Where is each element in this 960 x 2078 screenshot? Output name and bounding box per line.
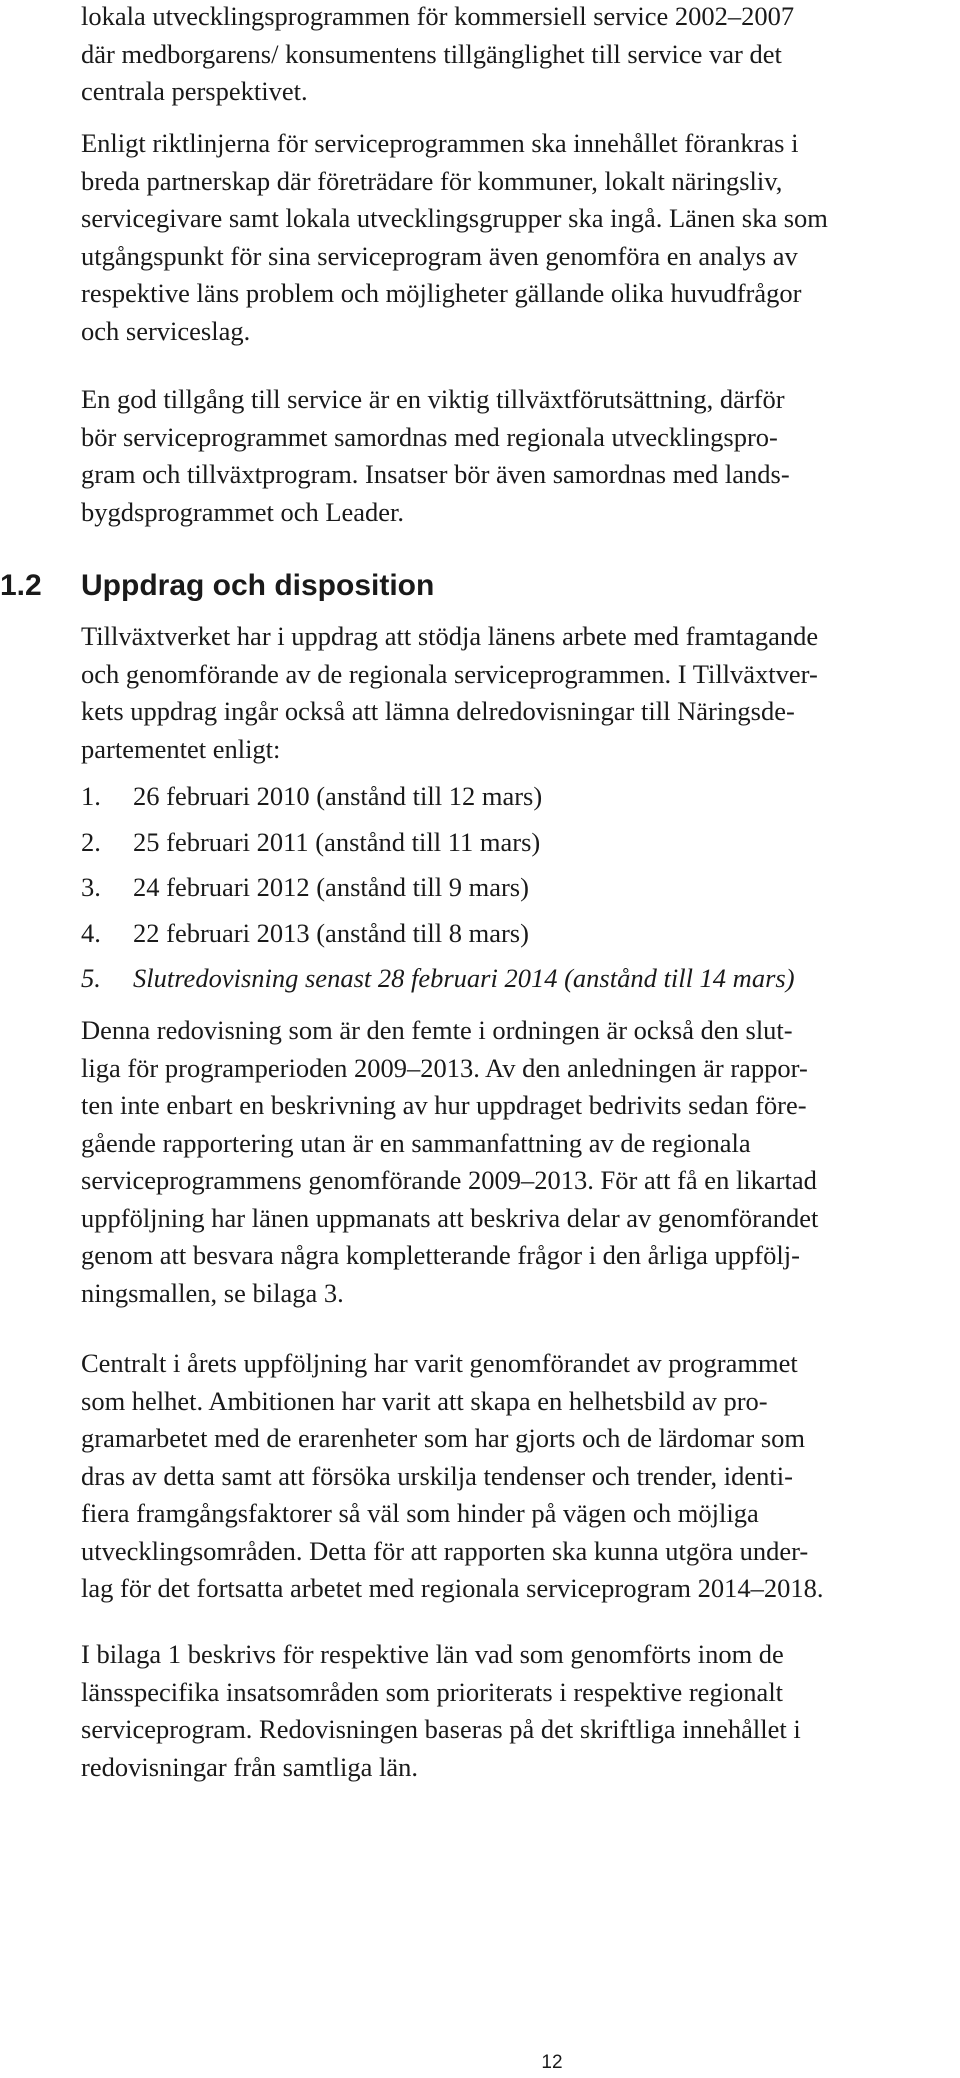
text-line: liga för programperioden 2009–2013. Av den anledningen är rappor- <box>81 1052 808 1083</box>
text-line: ten inte enbart en beskrivning av hur uppdraget bedrivits sedan före- <box>81 1090 807 1120</box>
list-text: 24 februari 2012 (anstånd till 9 mars) <box>133 872 529 902</box>
assignment-paragraph <box>81 618 960 768</box>
guidelines-paragraph <box>81 125 960 350</box>
fifth-report-paragraph <box>81 1012 960 1312</box>
text-line: utgångspunkt för sina serviceprogram även genomföra en analys av <box>81 240 798 271</box>
intro-paragraph <box>81 0 960 111</box>
text-line: där medborgarens/ konsumentens tillgänglighet till service var det <box>81 38 782 69</box>
text-line: serviceprogram. Redovisningen baseras på det skriftliga innehållet i <box>81 1714 801 1744</box>
page-number: 12 <box>541 2052 563 2073</box>
list-number: 3. <box>81 872 101 902</box>
text-line: dras av detta samt att försöka urskilja tendenser och trender, identi- <box>81 1460 793 1491</box>
text-line: En god tillgång till service är en viktig tillväxtförutsättning, därför <box>81 384 785 414</box>
list-number: 4. <box>81 917 101 948</box>
list-item <box>81 824 960 870</box>
text-line: bygdsprogrammet och Leader. <box>81 496 405 527</box>
text-line: breda partnerskap där företrädare för kommuner, lokalt näringsliv, <box>81 165 783 196</box>
text-line: gående rapportering utan är en sammanfattning av de regionala <box>81 1127 751 1158</box>
text-line: gram och tillväxtprogram. Insatser bör även samordnas med lands- <box>81 459 790 489</box>
text-line: och serviceslag. <box>81 315 251 346</box>
text-line: som helhet. Ambitionen har varit att skapa en helhetsbild av pro- <box>81 1385 768 1416</box>
text-line: kets uppdrag ingår också att lämna delredovisningar till Näringsde- <box>81 696 795 726</box>
section-number: 1.2 <box>0 569 42 602</box>
report-dates-list <box>81 778 960 1006</box>
central-focus-paragraph <box>81 1345 960 1608</box>
appendix-paragraph <box>81 1636 960 1786</box>
text-line: lokala utvecklingsprogrammen för kommersiell service 2002–2007 <box>81 1 795 31</box>
text-line: partementet enligt: <box>81 733 281 764</box>
text-line: uppföljning har länen uppmanats att beskriva delar av genomförandet <box>81 1202 819 1233</box>
text-line: centrala perspektivet. <box>81 76 308 106</box>
text-line: fiera framgångsfaktorer så väl som hinder på vägen och möjliga <box>81 1498 759 1528</box>
text-line: Tillväxtverket har i uppdrag att stödja länens arbete med framtagande <box>81 621 819 651</box>
text-line: Enligt riktlinjerna för serviceprogrammen ska innehållet förankras i <box>81 128 799 158</box>
text-line: serviceprogrammens genomförande 2009–2013. För att få en likartad <box>81 1165 817 1195</box>
list-number: 5. <box>81 963 101 993</box>
text-line: utvecklingsområden. Detta för att rapporten ska kunna utgöra under- <box>81 1535 809 1566</box>
list-text: Slutredovisning senast 28 februari 2014 (anstånd till 14 mars) <box>133 963 795 993</box>
list-text: 26 februari 2010 (anstånd till 12 mars) <box>133 781 543 811</box>
service-access-paragraph <box>81 381 960 531</box>
text-line: respektive läns problem och möjligheter gällande olika huvudfrågor <box>81 278 802 308</box>
text-line: I bilaga 1 beskrivs för respektive län vad som genomförts inom de <box>81 1639 784 1669</box>
list-text: 25 februari 2011 (anstånd till 11 mars) <box>133 826 541 857</box>
list-item <box>81 778 960 824</box>
list-item <box>81 915 960 961</box>
section-heading <box>0 566 434 606</box>
text-line: ningsmallen, se bilaga 3. <box>81 1277 344 1308</box>
text-line: servicegivare samt lokala utvecklingsgrupper ska ingå. Länen ska som <box>81 203 828 233</box>
text-line: gramarbetet med de erarenheter som har gjorts och de lärdomar som <box>81 1423 806 1453</box>
text-line: lag för det fortsatta arbetet med regionala serviceprogram 2014–2018. <box>81 1573 824 1603</box>
list-item <box>81 869 960 915</box>
text-line: Centralt i årets uppföljning har varit genomförandet av programmet <box>81 1348 798 1378</box>
section-title: Uppdrag och disposition <box>81 569 435 602</box>
text-line: redovisningar från samtliga län. <box>81 1751 419 1782</box>
text-line: länsspecifika insatsområden som prioriterats i respektive regionalt <box>81 1676 784 1707</box>
text-line: genom att besvara några kompletterande frågor i den årliga uppfölj- <box>81 1240 800 1270</box>
text-line: bör serviceprogrammet samordnas med regionala utvecklingspro- <box>81 421 778 452</box>
list-number: 2. <box>81 826 101 857</box>
list-number: 1. <box>81 781 101 811</box>
text-line: och genomförande av de regionala serviceprogrammen. I Tillväxtver- <box>81 658 818 689</box>
list-text: 22 februari 2013 (anstånd till 8 mars) <box>133 917 529 948</box>
text-line: Denna redovisning som är den femte i ordningen är också den slut- <box>81 1015 793 1045</box>
list-item <box>81 960 960 1006</box>
